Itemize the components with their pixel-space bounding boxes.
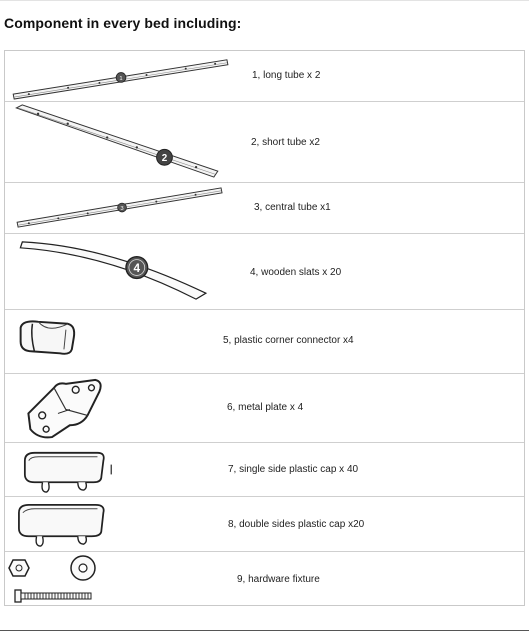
part-label: 2, short tube x2 xyxy=(251,137,320,148)
part-row-double-cap xyxy=(5,497,524,552)
central-tube-icon xyxy=(7,183,239,233)
part-badge: 3 xyxy=(120,205,124,212)
short-tube-icon xyxy=(7,102,239,182)
double-cap-icon xyxy=(7,497,239,551)
part-badge: 2 xyxy=(161,152,168,164)
single-cap-icon xyxy=(7,443,239,496)
part-label: 9, hardware fixture xyxy=(237,574,320,585)
part-label: 8, double sides plastic cap x20 xyxy=(228,519,365,530)
part-label: 4, wooden slats x 20 xyxy=(250,267,342,278)
part-row-central-tube xyxy=(5,183,524,234)
wooden-slat-icon xyxy=(7,234,239,309)
part-row-corner-connector xyxy=(5,310,524,374)
part-badge: 4 xyxy=(133,260,141,275)
part-row-metal-plate xyxy=(5,374,524,443)
part-label: 6, metal plate x 4 xyxy=(227,402,304,413)
top-divider xyxy=(0,0,529,1)
page-title: Component in every bed including: xyxy=(4,15,242,31)
corner-connector-icon xyxy=(7,310,239,373)
long-tube-icon xyxy=(7,51,239,101)
part-label: 5, plastic corner connector x4 xyxy=(223,335,354,346)
part-row-hardware xyxy=(5,552,524,607)
part-label: 1, long tube x 2 xyxy=(252,70,321,81)
part-label: 3, central tube x1 xyxy=(254,202,331,213)
hardware-fixture-icon xyxy=(7,552,239,607)
part-row-single-cap xyxy=(5,443,524,497)
part-row-wooden-slats xyxy=(5,234,524,310)
metal-plate-icon xyxy=(7,374,239,442)
part-row-long-tube xyxy=(5,51,524,102)
part-label: 7, single side plastic cap x 40 xyxy=(228,464,359,475)
parts-table xyxy=(4,50,525,606)
bottom-divider xyxy=(0,630,529,631)
part-badge: 1 xyxy=(119,75,123,82)
part-row-short-tube xyxy=(5,102,524,183)
